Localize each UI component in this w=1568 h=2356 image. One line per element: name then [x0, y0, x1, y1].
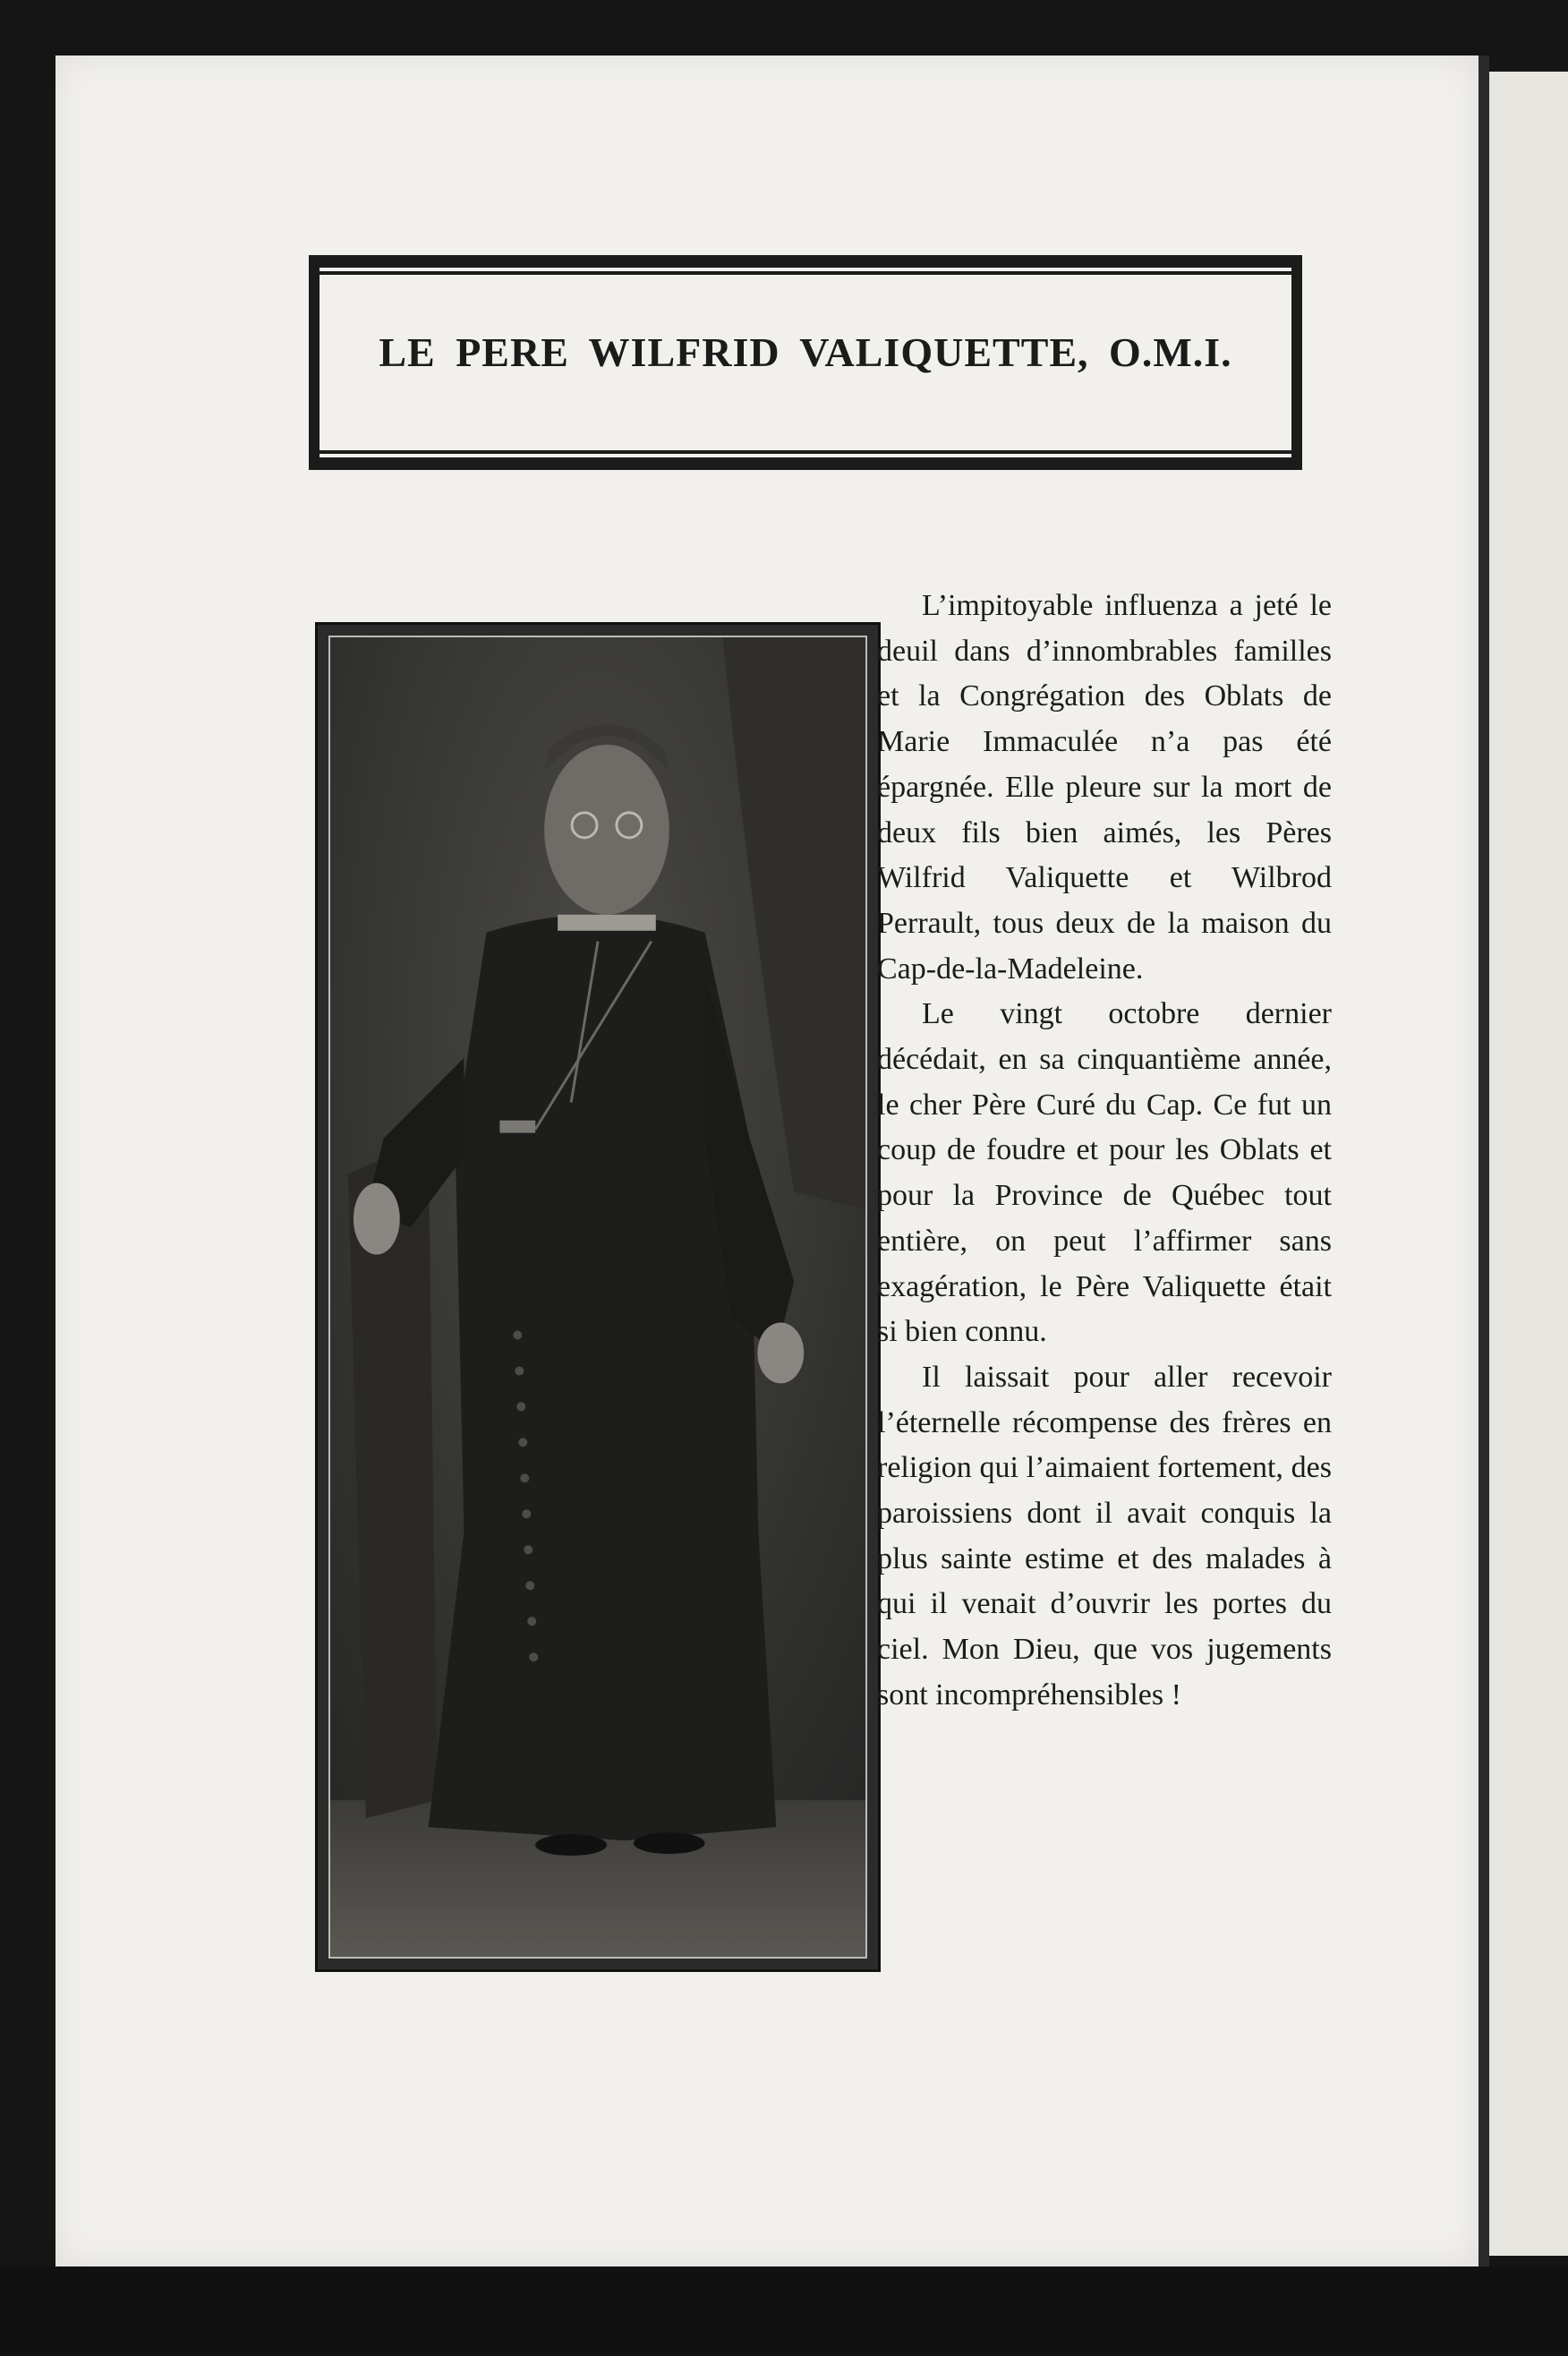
title-frame-right-rule	[1291, 268, 1302, 457]
paragraph-2: Le vingt octobre dernier décédait, en sa cinquantième année, le cher Père Curé du Cap. Ce fut un coup de foudre et pour les Oblats et pour la Province de Québec tout entière, on peut l’affirmer sans exagération, le Père Valiquette était si bien connu.	[877, 997, 1332, 1349]
title-frame-bottom-rule	[309, 457, 1302, 470]
title-frame-top-rule	[309, 255, 1302, 268]
paragraph-1: L’impitoyable influenza a jeté le deuil dans d’innombrables familles et la Congrégation des Oblats de Marie Immaculée n’a pas été épargnée. Elle pleure sur la mort de deux fils bien aimés, les Pères Wilfrid Valiquette et Wilbrod Perrault, tous deux de la maison du Cap-de-la-Madeleine.	[877, 589, 1332, 986]
paragraph-3: Il laissait pour aller recevoir l’éternelle récompense des frères en religion qui l’aimaient fortement, des paroissiens dont il avait conquis la plus sainte estime et des malades à qui il venait d’ouvrir les portes du ciel. Mon Dieu, que vos jugements sont incompréhensibles !	[877, 1360, 1332, 1712]
photo-wrap-spacer	[331, 584, 877, 1993]
title-frame	[309, 255, 1302, 470]
adjacent-page-strip	[1489, 72, 1568, 2256]
article-title: LE PERE WILFRID VALIQUETTE, O.M.I.	[379, 329, 1232, 375]
title-frame-left-rule	[309, 268, 320, 457]
scan-bottom-band	[0, 2266, 1568, 2356]
page-edge	[1479, 55, 1489, 2266]
title-frame-bottom-inner-rule	[309, 450, 1302, 454]
title-frame-top-inner-rule	[309, 271, 1302, 275]
article-body	[331, 584, 1332, 1993]
